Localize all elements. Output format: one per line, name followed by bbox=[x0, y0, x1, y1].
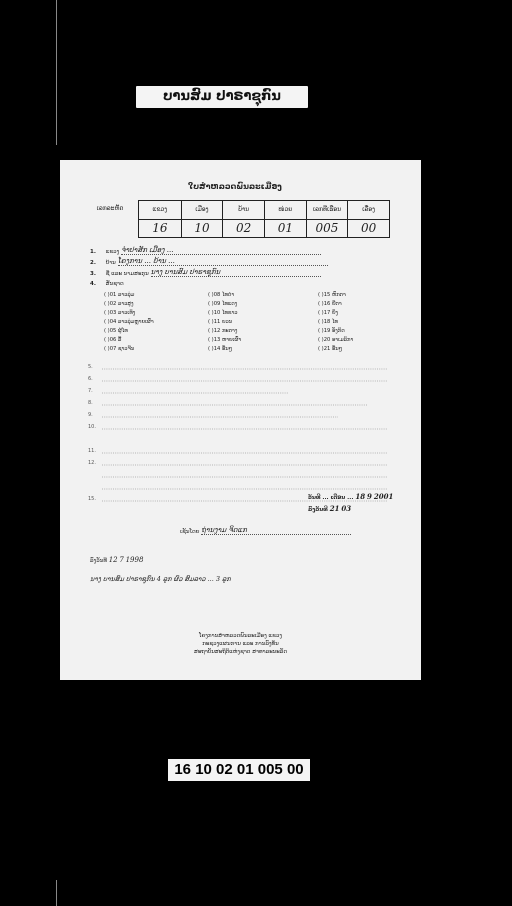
reference-number: 16 10 02 01 005 00 bbox=[168, 759, 310, 781]
row-number: 2. bbox=[90, 260, 96, 266]
option-item: ( )15 ຫົກຕາ bbox=[318, 292, 346, 298]
options-column bbox=[318, 291, 353, 354]
date-year: 2001 bbox=[373, 492, 394, 501]
svg-text:6.: 6. bbox=[88, 376, 93, 382]
option-item: ( )19 ອັງກິດ bbox=[318, 328, 345, 334]
svg-text:8.: 8. bbox=[88, 400, 93, 406]
code-head: ເລື່ອງ bbox=[348, 201, 389, 220]
code-cell bbox=[181, 201, 223, 237]
date-label: ວັນທີ ... ເດືອນ ... bbox=[308, 495, 354, 501]
option-item: ( )20 ອາເມລິກາ bbox=[318, 337, 354, 343]
form-row bbox=[90, 281, 124, 287]
row-label: ແຂວງ bbox=[105, 249, 120, 255]
option-item: ( )17 ຍິ່ງ bbox=[318, 310, 339, 316]
date-row-2 bbox=[308, 504, 351, 513]
row-number: 1. bbox=[90, 249, 96, 255]
code-head: ເລກທີເຮືອນ bbox=[307, 201, 348, 220]
row-label: ບ້ານ bbox=[105, 260, 116, 266]
sign-date-day: 12 bbox=[108, 556, 118, 564]
svg-text:15.: 15. bbox=[88, 496, 96, 502]
option-item: ( )05 ຜູ້ໄທ bbox=[104, 328, 128, 334]
sign-date-month: 7 bbox=[119, 556, 124, 564]
code-value: 005 bbox=[315, 220, 339, 235]
code-value: 16 bbox=[152, 220, 168, 235]
form-row bbox=[90, 268, 321, 277]
option-item: ( )08 ໄທດຳ bbox=[208, 292, 235, 298]
sign-date-row bbox=[90, 556, 143, 564]
form-title: ໃບສຳຫລວດພົນລະເມືອງ bbox=[188, 182, 282, 191]
code-grid bbox=[138, 200, 390, 238]
svg-text:7.: 7. bbox=[88, 388, 93, 394]
option-item: ( )11 ຍວນ bbox=[208, 319, 233, 325]
row-number: 4. bbox=[90, 281, 96, 287]
option-item: ( )14 ອື່ນໆ bbox=[208, 346, 233, 352]
code-cell bbox=[222, 201, 264, 237]
film-edge-left-bottom bbox=[56, 880, 57, 906]
sign-date-label: ລົງວັນທີ bbox=[90, 558, 107, 564]
code-head: ເມືອງ bbox=[182, 201, 223, 220]
sign-date-year: 1998 bbox=[125, 556, 144, 564]
svg-text:10.: 10. bbox=[88, 424, 96, 430]
form-footer bbox=[60, 632, 421, 656]
row-label: ຊື່ ແລະ ນາມສະກຸນ bbox=[105, 271, 149, 277]
signed-value: ຖ່ານງາມ ຈິດແກ bbox=[201, 526, 351, 535]
form-row bbox=[90, 257, 328, 266]
option-item: ( )04 ລາວລຸ່ມຫຼາຍເຜົ່າ bbox=[104, 319, 154, 325]
svg-text:5.: 5. bbox=[88, 364, 93, 370]
code-value: 02 bbox=[236, 220, 252, 235]
date-month: 9 bbox=[367, 492, 372, 501]
footer-line: ສະຖາບັນສະຖິຕິແຫ່ງຊາດ ສາທາລະນະລັດ bbox=[193, 649, 288, 655]
option-item: ( )07 ຊາວຈີນ bbox=[104, 346, 135, 352]
option-item: ( )21 ອື່ນໆ bbox=[318, 346, 343, 352]
option-item: ( )18 ໄທ bbox=[318, 319, 338, 325]
row-value: ຈຳປາສັກ ເມືອງ ... bbox=[121, 246, 321, 255]
option-item: ( )10 ໄທຂາວ bbox=[208, 310, 238, 316]
options-column bbox=[104, 291, 154, 354]
footer-line: ກະຊວງແຜນການ ແລະ ການລົງທຶນ bbox=[202, 641, 279, 647]
signed-row bbox=[180, 526, 351, 535]
date-day: 18 bbox=[355, 492, 366, 501]
census-form bbox=[60, 160, 421, 680]
code-cell bbox=[347, 201, 389, 237]
signed-label: ເຊັນໂດຍ bbox=[180, 529, 200, 535]
code-cell bbox=[306, 201, 348, 237]
code-value: 10 bbox=[194, 220, 210, 235]
option-item: ( )03 ລາວເທິງ bbox=[104, 310, 136, 316]
option-item: ( )12 ກະຕາງ bbox=[208, 328, 238, 334]
row-number: 3. bbox=[90, 271, 96, 277]
svg-text:9.: 9. bbox=[88, 412, 93, 418]
code-head: ແຂວງ bbox=[139, 201, 181, 220]
code-value: 01 bbox=[277, 220, 293, 235]
svg-text:12.: 12. bbox=[88, 460, 96, 466]
film-edge-left bbox=[56, 0, 57, 145]
option-item: ( )02 ລາວສູງ bbox=[104, 301, 134, 307]
code-value: 00 bbox=[361, 220, 377, 235]
code-cell bbox=[264, 201, 306, 237]
remarks: ນາງ ບານສົມ ປາຣາຊຸກົນ 4 ລູກ ຜົວ ສົມລາວ ... 3 ລູກ bbox=[90, 575, 231, 583]
option-item: ( )01 ລາວລຸ່ມ bbox=[104, 292, 135, 298]
row-label: ສັນຊາດ bbox=[105, 281, 124, 287]
row-value: ນາງ ບານສົມ ປາຣາຊຸກົນ bbox=[151, 268, 321, 277]
svg-text:11.: 11. bbox=[88, 448, 96, 454]
date-label: ລົງວັນທີ bbox=[308, 507, 328, 513]
code-head: ໜ່ວຍ bbox=[265, 201, 306, 220]
option-item: ( )06 ລື້ bbox=[104, 337, 122, 343]
code-label: ເລກລະຫັດ bbox=[96, 205, 124, 212]
date-month: 03 bbox=[341, 504, 352, 513]
code-head: ບ້ານ bbox=[223, 201, 264, 220]
date-row bbox=[308, 492, 393, 501]
option-item: ( )09 ໄທແດງ bbox=[208, 301, 238, 307]
name-label: ບານສົມ ປາຣາຊຸກົນ bbox=[136, 86, 308, 108]
row-value: ໂຄງການ ... ບ້ານ ... bbox=[118, 257, 328, 266]
date-day: 21 bbox=[329, 504, 340, 513]
footer-line: ໂຄງການສຳຫລວດພົນລະເມືອງ ແຂວງ bbox=[198, 633, 283, 639]
form-row bbox=[90, 246, 321, 255]
option-item: ( )13 ຫາຍເຜົ່າ bbox=[208, 337, 242, 343]
options-column bbox=[208, 291, 241, 354]
option-item: ( )16 ຍີ່ຕາ bbox=[318, 301, 342, 307]
code-cell bbox=[139, 201, 181, 237]
